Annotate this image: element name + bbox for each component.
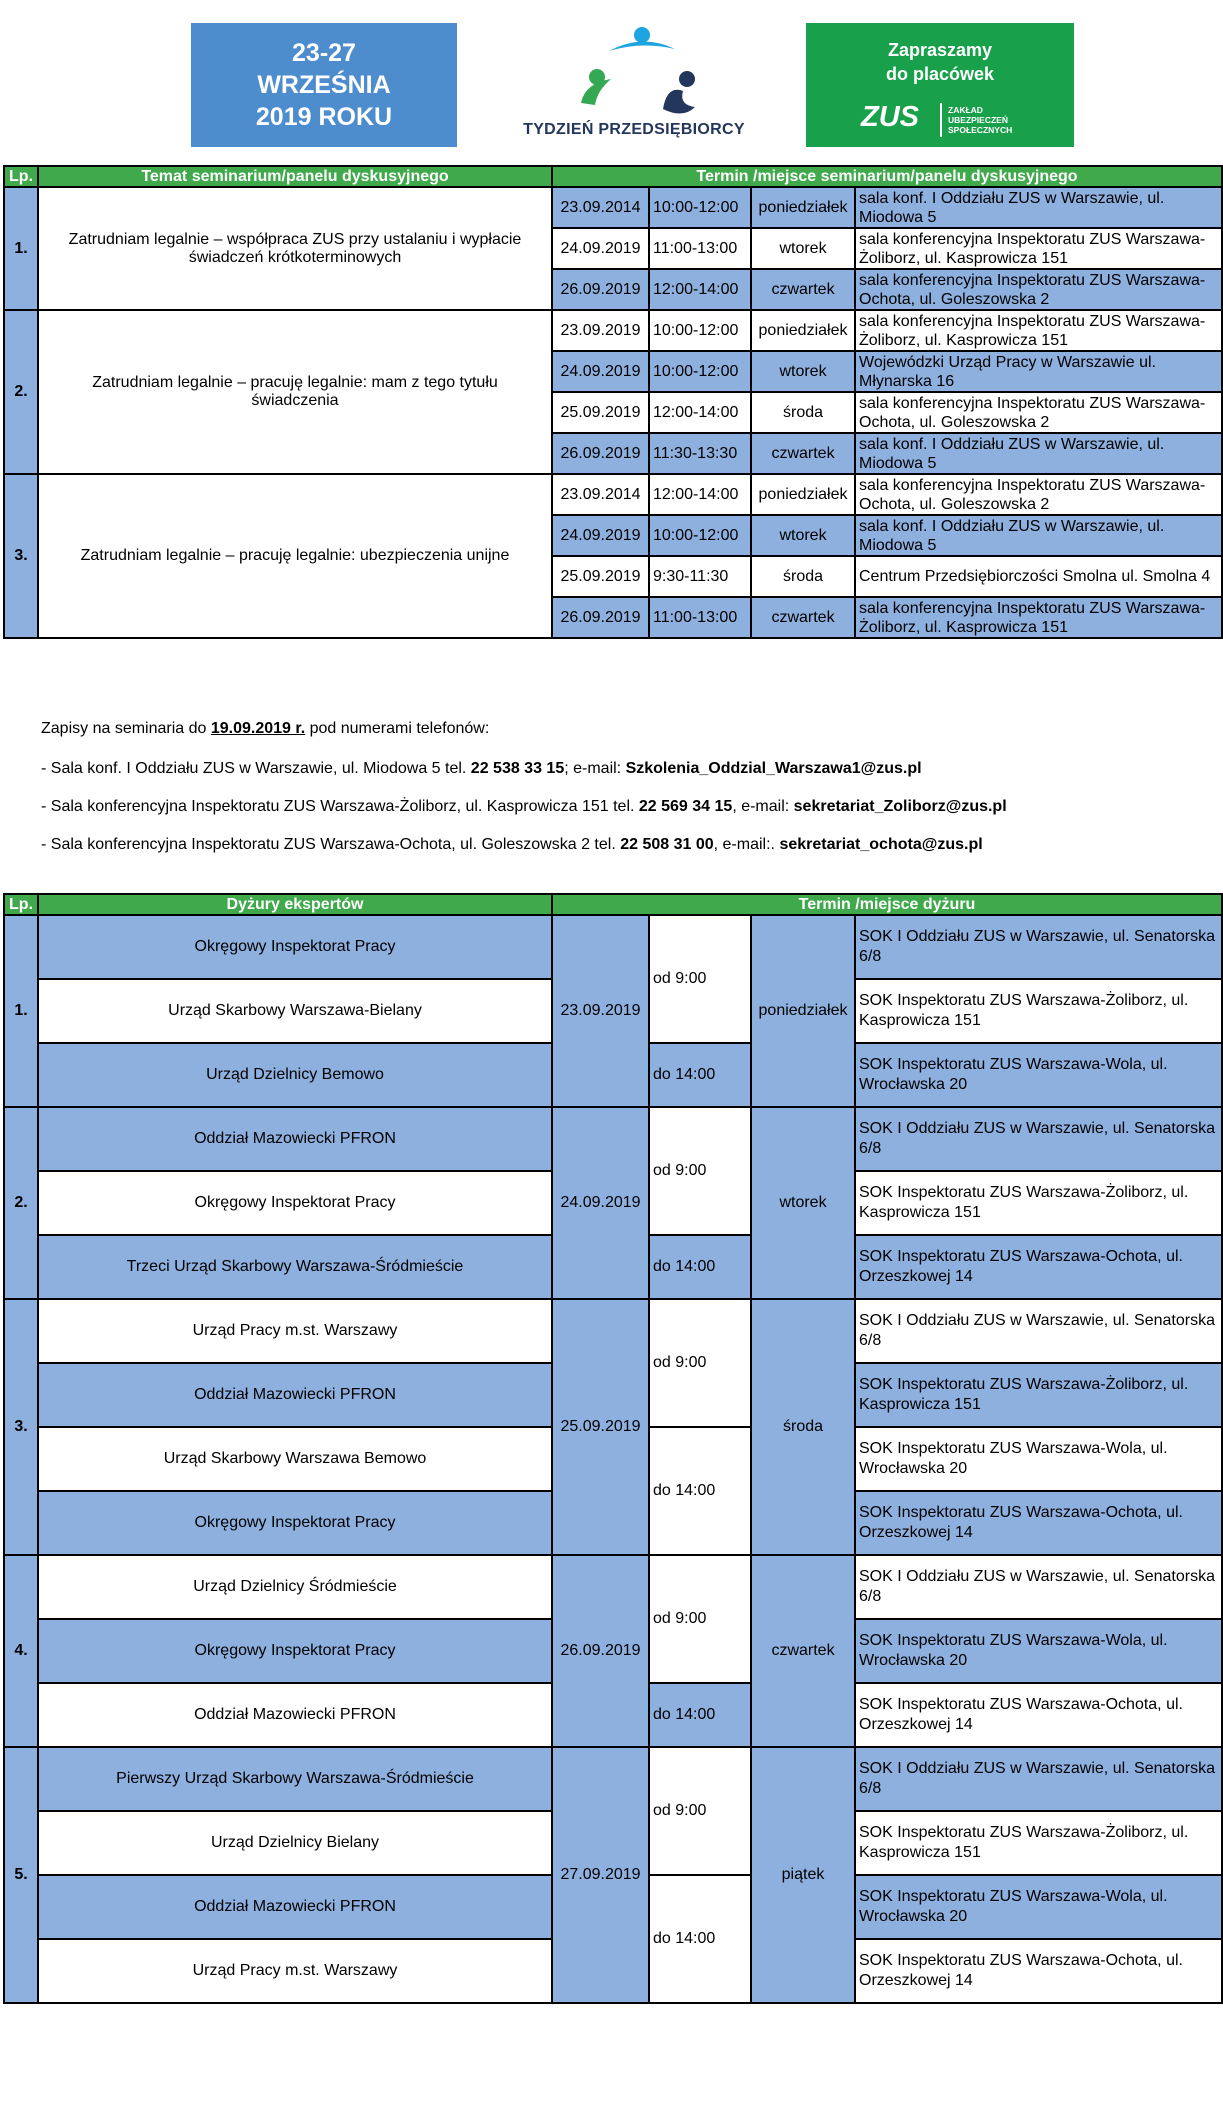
- duty-place: SOK Inspektoratu ZUS Warszawa-Ochota, ul. Orzeszkowej 14: [855, 1683, 1222, 1747]
- duty-place: SOK I Oddziału ZUS w Warszawie, ul. Senatorska 6/8: [855, 915, 1222, 979]
- duty-date: 24.09.2019: [552, 1107, 649, 1299]
- seminar-date: 23.09.2019: [552, 310, 649, 351]
- seminar-date: 26.09.2019: [552, 597, 649, 638]
- duty-place: SOK Inspektoratu ZUS Warszawa-Żoliborz, ul. Kasprowicza 151: [855, 1363, 1222, 1427]
- zus-logo-divider: [940, 103, 942, 137]
- seminar-day: wtorek: [751, 515, 855, 556]
- col-header-schedule: Termin /miejsce seminarium/panelu dyskusyjnego: [552, 166, 1222, 187]
- seminar-row: [4, 187, 1222, 228]
- seminar-day: poniedziałek: [751, 187, 855, 228]
- duty-row: [4, 1107, 1222, 1171]
- separator-text: , e-mail:: [732, 798, 794, 815]
- seminar-date: 26.09.2019: [552, 433, 649, 474]
- zus-name-line: SPOŁECZNYCH: [948, 125, 1013, 135]
- duty-from-time: od 9:00: [649, 1747, 751, 1875]
- registration-line: [41, 836, 983, 854]
- duty-number: 5.: [4, 1747, 38, 2003]
- seminar-time: 11:00-13:00: [649, 228, 751, 269]
- duty-place: SOK I Oddziału ZUS w Warszawie, ul. Senatorska 6/8: [855, 1555, 1222, 1619]
- invite-line: Zapraszamy: [887, 40, 993, 60]
- seminar-day: poniedziałek: [751, 474, 855, 515]
- seminar-date: 25.09.2019: [552, 392, 649, 433]
- seminar-time: 10:00-12:00: [649, 187, 751, 228]
- seminar-place: sala konf. I Oddziału ZUS w Warszawie, ul. Miodowa 5: [855, 515, 1222, 556]
- date-banner: [191, 23, 457, 147]
- expert-duty-table: [3, 893, 1223, 2004]
- expert-name: Okręgowy Inspektorat Pracy: [38, 1619, 552, 1683]
- col-header-duty-schedule: Termin /miejsce dyżuru: [552, 894, 1222, 915]
- expert-name: Pierwszy Urząd Skarbowy Warszawa-Śródmieście: [38, 1747, 552, 1811]
- seminar-day: środa: [751, 392, 855, 433]
- seminar-time: 10:00-12:00: [649, 351, 751, 392]
- phone-number: 22 569 34 15: [638, 798, 733, 815]
- expert-name: Urząd Pracy m.st. Warszawy: [38, 1939, 552, 2003]
- seminar-table: [3, 165, 1223, 639]
- expert-name: Trzeci Urząd Skarbowy Warszawa-Śródmieście: [38, 1235, 552, 1299]
- date-line: 23-27: [292, 39, 356, 67]
- seminar-day: wtorek: [751, 351, 855, 392]
- seminar-topic: Zatrudniam legalnie – pracuję legalnie: mam z tego tytułu świadczenia: [38, 310, 552, 474]
- duty-place: SOK I Oddziału ZUS w Warszawie, ul. Senatorska 6/8: [855, 1299, 1222, 1363]
- duty-to-time: do 14:00: [649, 1235, 751, 1299]
- intro-text: Zapisy na seminaria do: [41, 720, 211, 737]
- event-logo-icon: [567, 25, 701, 117]
- seminar-place: sala konferencyjna Inspektoratu ZUS Warszawa-Ochota, ul. Goleszowska 2: [855, 392, 1222, 433]
- seminar-time: 10:00-12:00: [649, 515, 751, 556]
- duty-number: 2.: [4, 1107, 38, 1299]
- duty-place: SOK Inspektoratu ZUS Warszawa-Ochota, ul. Orzeszkowej 14: [855, 1491, 1222, 1555]
- location-text: - Sala konferencyjna Inspektoratu ZUS Warszawa-Żoliborz, ul. Kasprowicza 151 tel.: [41, 798, 639, 815]
- seminar-number: 3.: [4, 474, 38, 638]
- seminar-date: 26.09.2019: [552, 269, 649, 310]
- duty-from-time: od 9:00: [649, 915, 751, 1043]
- duty-number: 1.: [4, 915, 38, 1107]
- col-header-lp: Lp.: [4, 894, 38, 915]
- col-header-lp: Lp.: [4, 166, 38, 187]
- zus-banner: [806, 23, 1074, 147]
- intro-text: pod numerami telefonów:: [305, 720, 490, 737]
- duty-number: 4.: [4, 1555, 38, 1747]
- expert-name: Urząd Dzielnicy Bemowo: [38, 1043, 552, 1107]
- expert-name: Okręgowy Inspektorat Pracy: [38, 915, 552, 979]
- expert-name: Oddział Mazowiecki PFRON: [38, 1363, 552, 1427]
- seminar-place: sala konf. I Oddziału ZUS w Warszawie, ul. Miodowa 5: [855, 433, 1222, 474]
- phone-number: 22 538 33 15: [470, 760, 565, 777]
- zus-name-line: UBEZPIECZEŃ: [948, 115, 1008, 125]
- duty-to-time: do 14:00: [649, 1043, 751, 1107]
- zus-logo: ZUS: [861, 101, 919, 133]
- seminar-day: czwartek: [751, 269, 855, 310]
- seminar-date: 25.09.2019: [552, 556, 649, 597]
- email-link[interactable]: sekretariat_Zoliborz@zus.pl: [793, 798, 1007, 815]
- seminar-time: 12:00-14:00: [649, 392, 751, 433]
- duty-place: SOK Inspektoratu ZUS Warszawa-Wola, ul. Wrocławska 20: [855, 1875, 1222, 1939]
- registration-deadline: 19.09.2019 r.: [210, 720, 306, 737]
- seminar-time: 11:00-13:00: [649, 597, 751, 638]
- seminar-day: środa: [751, 556, 855, 597]
- duty-from-time: od 9:00: [649, 1555, 751, 1683]
- duty-place: SOK Inspektoratu ZUS Warszawa-Żoliborz, ul. Kasprowicza 151: [855, 1171, 1222, 1235]
- event-logo: [492, 25, 776, 147]
- seminar-place: sala konferencyjna Inspektoratu ZUS Warszawa-Ochota, ul. Goleszowska 2: [855, 269, 1222, 310]
- invite-text: [806, 38, 1074, 86]
- seminar-time: 12:00-14:00: [649, 474, 751, 515]
- seminar-place: sala konferencyjna Inspektoratu ZUS Warszawa-Żoliborz, ul. Kasprowicza 151: [855, 597, 1222, 638]
- seminar-date: 24.09.2019: [552, 228, 649, 269]
- event-name: TYDZIEŃ PRZEDSIĘBIORCY: [523, 121, 745, 138]
- duty-row: [4, 915, 1222, 979]
- zus-full-name: [948, 105, 1012, 135]
- duty-place: SOK Inspektoratu ZUS Warszawa-Żoliborz, ul. Kasprowicza 151: [855, 979, 1222, 1043]
- duty-day: środa: [751, 1299, 855, 1555]
- separator-text: ; e-mail:: [564, 760, 626, 777]
- duty-to-time: do 14:00: [649, 1875, 751, 2003]
- date-line: WRZEŚNIA: [257, 71, 391, 99]
- seminar-place: Wojewódzki Urząd Pracy w Warszawie ul. Młynarska 16: [855, 351, 1222, 392]
- duty-row: [4, 1555, 1222, 1619]
- separator-text: , e-mail:.: [713, 836, 780, 853]
- registration-line: [41, 798, 1007, 816]
- duty-to-time: do 14:00: [649, 1427, 751, 1555]
- expert-name: Urząd Dzielnicy Śródmieście: [38, 1555, 552, 1619]
- email-link[interactable]: sekretariat_ochota@zus.pl: [779, 836, 983, 853]
- seminar-place: sala konferencyjna Inspektoratu ZUS Warszawa-Ochota, ul. Goleszowska 2: [855, 474, 1222, 515]
- expert-name: Urząd Pracy m.st. Warszawy: [38, 1299, 552, 1363]
- seminar-number: 1.: [4, 187, 38, 310]
- duty-from-time: od 9:00: [649, 1107, 751, 1235]
- duty-row: [4, 1747, 1222, 1811]
- seminar-time: 9:30-11:30: [649, 556, 751, 597]
- seminar-place: sala konf. I Oddziału ZUS w Warszawie, ul. Miodowa 5: [855, 187, 1222, 228]
- expert-name: Oddział Mazowiecki PFRON: [38, 1875, 552, 1939]
- zus-name-line: ZAKŁAD: [948, 105, 983, 115]
- seminar-time: 12:00-14:00: [649, 269, 751, 310]
- duty-place: SOK Inspektoratu ZUS Warszawa-Ochota, ul. Orzeszkowej 14: [855, 1235, 1222, 1299]
- expert-name: Oddział Mazowiecki PFRON: [38, 1683, 552, 1747]
- duty-header-row: [4, 894, 1222, 915]
- seminar-date: 24.09.2019: [552, 515, 649, 556]
- seminar-time: 10:00-12:00: [649, 310, 751, 351]
- seminar-day: czwartek: [751, 597, 855, 638]
- duty-day: poniedziałek: [751, 915, 855, 1107]
- seminar-place: sala konferencyjna Inspektoratu ZUS Warszawa-Żoliborz, ul. Kasprowicza 151: [855, 310, 1222, 351]
- duty-place: SOK Inspektoratu ZUS Warszawa-Wola, ul. Wrocławska 20: [855, 1427, 1222, 1491]
- duty-place: SOK Inspektoratu ZUS Warszawa-Ochota, ul. Orzeszkowej 14: [855, 1939, 1222, 2003]
- seminar-row: [4, 474, 1222, 515]
- email-link[interactable]: Szkolenia_Oddzial_Warszawa1@zus.pl: [625, 760, 922, 777]
- seminar-date: 23.09.2014: [552, 187, 649, 228]
- duty-place: SOK I Oddziału ZUS w Warszawie, ul. Senatorska 6/8: [855, 1747, 1222, 1811]
- date-line: 2019 ROKU: [255, 103, 393, 131]
- duty-date: 26.09.2019: [552, 1555, 649, 1747]
- seminar-topic: Zatrudniam legalnie – pracuję legalnie: ubezpieczenia unijne: [38, 474, 552, 638]
- registration-line: [41, 760, 922, 778]
- invite-line: do placówek: [885, 64, 995, 84]
- duty-row: [4, 1299, 1222, 1363]
- duty-to-time: do 14:00: [649, 1683, 751, 1747]
- expert-name: Urząd Dzielnicy Bielany: [38, 1811, 552, 1875]
- duty-day: czwartek: [751, 1555, 855, 1747]
- seminar-number: 2.: [4, 310, 38, 474]
- seminar-date: 24.09.2019: [552, 351, 649, 392]
- seminar-row: [4, 310, 1222, 351]
- duty-place: SOK I Oddziału ZUS w Warszawie, ul. Senatorska 6/8: [855, 1107, 1222, 1171]
- location-text: - Sala konf. I Oddziału ZUS w Warszawie, ul. Miodowa 5 tel.: [41, 760, 471, 777]
- duty-date: 27.09.2019: [552, 1747, 649, 2003]
- duty-date: 25.09.2019: [552, 1299, 649, 1555]
- duty-place: SOK Inspektoratu ZUS Warszawa-Wola, ul. Wrocławska 20: [855, 1043, 1222, 1107]
- duty-day: piątek: [751, 1747, 855, 2003]
- seminar-date: 23.09.2014: [552, 474, 649, 515]
- expert-name: Urząd Skarbowy Warszawa-Bielany: [38, 979, 552, 1043]
- seminar-place: Centrum Przedsiębiorczości Smolna ul. Smolna 4: [855, 556, 1222, 597]
- seminar-header-row: [4, 166, 1222, 187]
- seminar-day: poniedziałek: [751, 310, 855, 351]
- duty-day: wtorek: [751, 1107, 855, 1299]
- seminar-topic: Zatrudniam legalnie – współpraca ZUS przy ustalaniu i wypłacie świadczeń krótkoterminowych: [38, 187, 552, 310]
- expert-name: Okręgowy Inspektorat Pracy: [38, 1171, 552, 1235]
- duty-date: 23.09.2019: [552, 915, 649, 1107]
- seminar-day: wtorek: [751, 228, 855, 269]
- phone-number: 22 508 31 00: [620, 836, 714, 853]
- seminar-time: 11:30-13:30: [649, 433, 751, 474]
- expert-name: Oddział Mazowiecki PFRON: [38, 1107, 552, 1171]
- expert-name: Urząd Skarbowy Warszawa Bemowo: [38, 1427, 552, 1491]
- col-header-topic: Temat seminarium/panelu dyskusyjnego: [38, 166, 552, 187]
- duty-from-time: od 9:00: [649, 1299, 751, 1427]
- location-text: - Sala konferencyjna Inspektoratu ZUS Warszawa-Ochota, ul. Goleszowska 2 tel.: [41, 836, 621, 853]
- registration-intro: [41, 720, 489, 738]
- duty-number: 3.: [4, 1299, 38, 1555]
- duty-place: SOK Inspektoratu ZUS Warszawa-Żoliborz, ul. Kasprowicza 151: [855, 1811, 1222, 1875]
- duty-place: SOK Inspektoratu ZUS Warszawa-Wola, ul. Wrocławska 20: [855, 1619, 1222, 1683]
- seminar-day: czwartek: [751, 433, 855, 474]
- expert-name: Okręgowy Inspektorat Pracy: [38, 1491, 552, 1555]
- seminar-place: sala konferencyjna Inspektoratu ZUS Warszawa-Żoliborz, ul. Kasprowicza 151: [855, 228, 1222, 269]
- col-header-experts: Dyżury ekspertów: [38, 894, 552, 915]
